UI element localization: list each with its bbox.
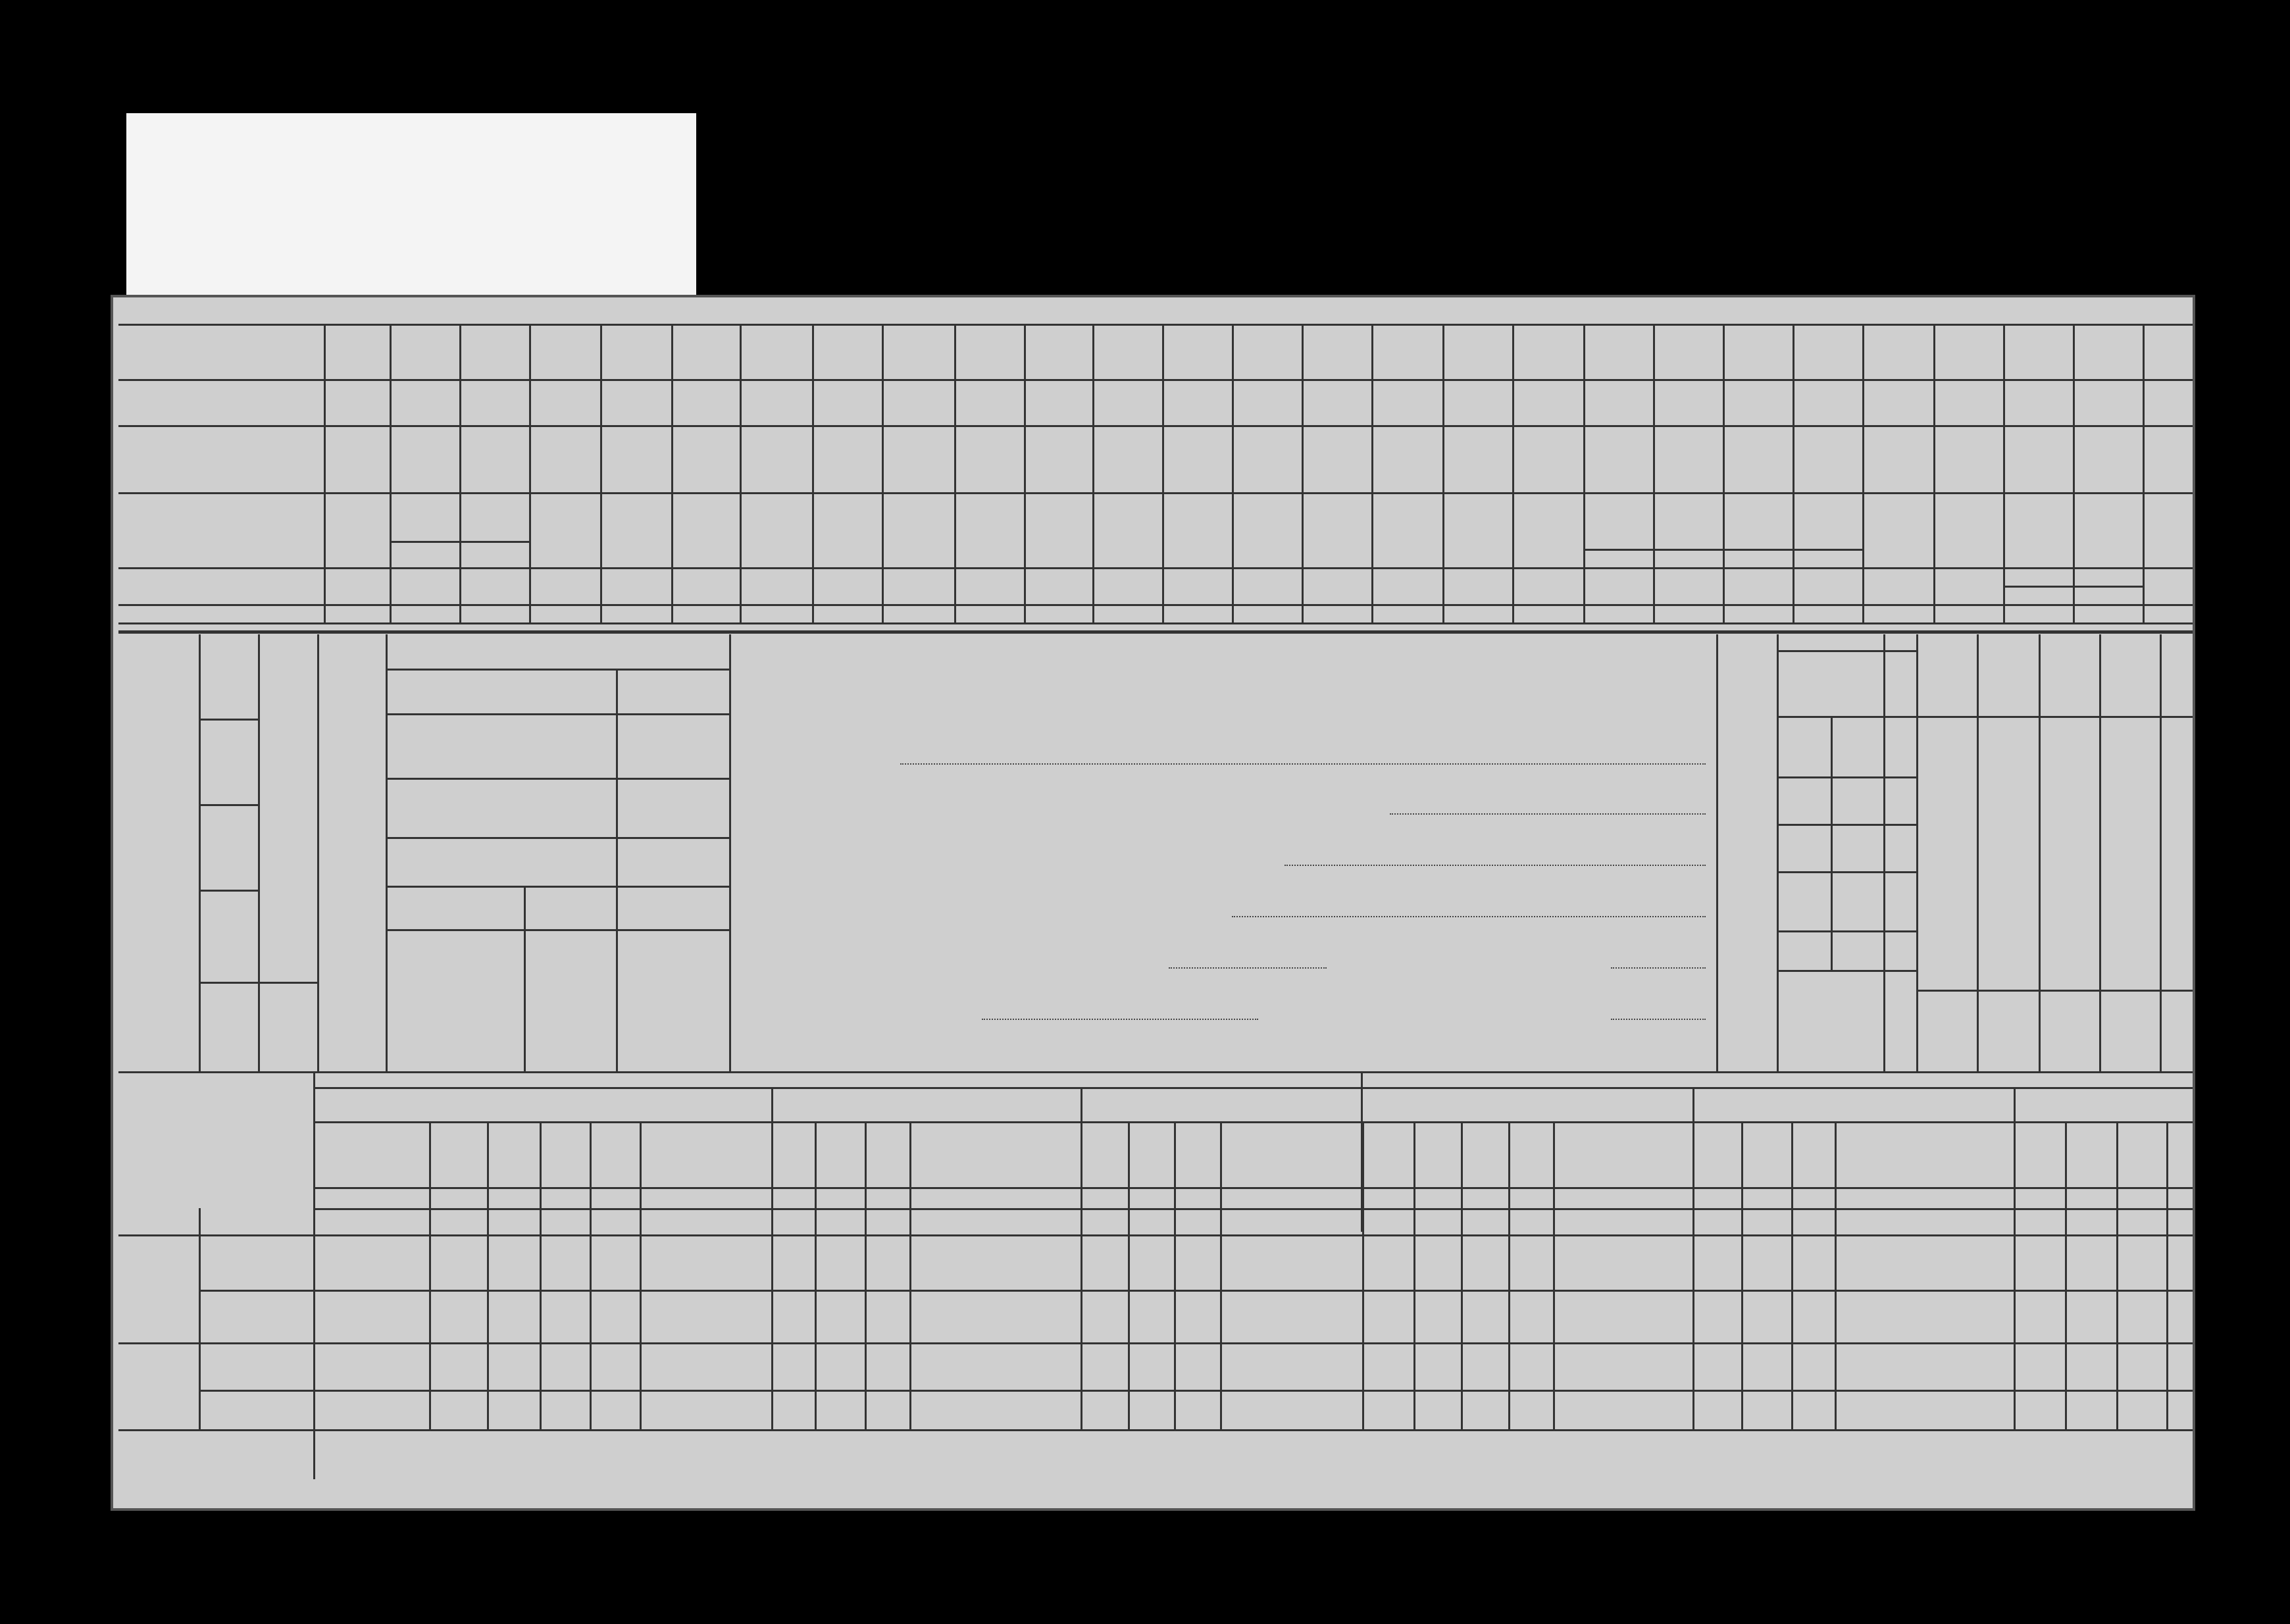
h-rule [118, 1429, 2193, 1431]
h-rule [1916, 716, 2193, 718]
b-col-13 [1220, 1121, 1222, 1429]
ozim-rule [390, 541, 529, 543]
col-rule-5 [671, 324, 673, 622]
h-rule [313, 1208, 2195, 1210]
col-rule-9 [954, 324, 956, 622]
col-rule-14 [1302, 324, 1304, 622]
b-col-7 [815, 1121, 817, 1429]
perelog-rule [2003, 586, 2143, 588]
b-col-4 [590, 1121, 592, 1429]
b-col-12 [1174, 1121, 1176, 1429]
census-card [111, 295, 2195, 1511]
b-col-6 [771, 1121, 773, 1429]
b-col-11 [1128, 1121, 1130, 1429]
col-rule-19 [1653, 324, 1655, 622]
q5b-answer-line [1611, 967, 1706, 969]
b-col-21 [1791, 1121, 1793, 1429]
h-rule [199, 1390, 2193, 1392]
col-rule-4 [600, 324, 602, 622]
col-rule-23 [1933, 324, 1935, 622]
v-rule [1777, 634, 1779, 1071]
q1-answer-line [900, 763, 1706, 765]
h-rule [1777, 824, 1916, 826]
v-rule [199, 634, 201, 1071]
col-rule-24 [2003, 324, 2005, 622]
b-col-22 [1835, 1121, 1837, 1429]
h-rule [1777, 716, 1916, 718]
h-rule [118, 622, 2193, 624]
h-rule [386, 886, 729, 888]
col-rule-13 [1232, 324, 1234, 622]
h-rule [118, 567, 2193, 569]
q2-answer-line [1390, 813, 1706, 815]
col-rule-21 [1793, 324, 1794, 622]
v-rule [616, 886, 618, 1071]
b-col-14 [1362, 1121, 1364, 1429]
b-col-15 [1413, 1121, 1415, 1429]
h-rule [118, 379, 2193, 381]
col-rule-16 [1442, 324, 1444, 622]
top-rule [118, 324, 2193, 326]
b-col-2 [487, 1121, 489, 1429]
h-rule [313, 1187, 2195, 1189]
col-rule-8 [882, 324, 884, 622]
b-col-1 [429, 1121, 431, 1429]
b-col-5 [640, 1121, 642, 1429]
h-rule [1777, 650, 1916, 652]
v-rule [1883, 634, 1885, 1071]
q5a-answer-line [1169, 967, 1327, 969]
col-rule-11 [1092, 324, 1094, 622]
b-col-8 [865, 1121, 867, 1429]
col-rule-2 [459, 324, 461, 622]
workers-divider [386, 634, 388, 1071]
h-rule [199, 804, 258, 806]
v-rule [258, 634, 260, 1071]
form-left-rule [729, 634, 731, 1071]
b-col-19 [1692, 1121, 1694, 1429]
h-rule [386, 929, 729, 931]
col-rule-3 [529, 324, 531, 622]
v-rule [2039, 634, 2041, 1071]
h-rule [1777, 776, 1916, 778]
v-rule [317, 634, 319, 1071]
h-rule [386, 713, 729, 715]
h-rule [386, 837, 729, 839]
b-col-16 [1461, 1121, 1463, 1429]
middle-bottom-rule [118, 1071, 2193, 1073]
v-rule [524, 886, 526, 1071]
h-rule [118, 604, 2193, 606]
b-col-26 [2166, 1121, 2168, 1429]
b-col-17 [1508, 1121, 1510, 1429]
v-rule [1977, 634, 1979, 1071]
q6a-answer-line [982, 1019, 1258, 1020]
form-right-rule [1716, 634, 1718, 1071]
q6b-answer-line [1611, 1019, 1706, 1020]
v-rule [1916, 634, 1918, 1071]
group-rule [1081, 1087, 1082, 1121]
col-rule-22 [1862, 324, 1864, 622]
bleed-through-label [126, 113, 696, 304]
col-rule-6 [740, 324, 742, 622]
h-rule [199, 719, 258, 721]
mnogolet-rule [1583, 549, 1862, 551]
h-rule [199, 890, 258, 892]
b-col-3 [540, 1121, 542, 1429]
h-rule [1777, 970, 1916, 972]
v-rule [313, 1071, 315, 1479]
arenda-sdacha-rule [313, 1087, 2195, 1089]
b-col-24 [2065, 1121, 2067, 1429]
col-rule-0 [324, 324, 326, 622]
h-rule [118, 492, 2193, 494]
col-rule-18 [1583, 324, 1585, 622]
col-rule-17 [1512, 324, 1514, 622]
group-rule [1692, 1087, 1694, 1121]
col-rule-1 [390, 324, 392, 622]
b-col-18 [1553, 1121, 1555, 1429]
col-rule-20 [1723, 324, 1725, 622]
h-rule [386, 778, 729, 780]
col-rule-10 [1024, 324, 1026, 622]
v-rule [2160, 634, 2162, 1071]
col-rule-12 [1162, 324, 1164, 622]
col-rule-26 [2143, 324, 2145, 622]
b-col-25 [2116, 1121, 2118, 1429]
h-rule [199, 1290, 2193, 1292]
col-rule-25 [2073, 324, 2075, 622]
group-rule [2014, 1087, 2016, 1121]
v-rule [1831, 716, 1833, 970]
h-rule [1777, 930, 1916, 932]
h-rule [118, 632, 2193, 634]
b-col-23 [2014, 1121, 2016, 1429]
q3-answer-line [1285, 865, 1706, 866]
v-rule [199, 1208, 201, 1429]
h-rule [118, 425, 2193, 427]
h-rule [313, 1121, 2195, 1123]
b-col-20 [1741, 1121, 1743, 1429]
h-rule [1916, 990, 2193, 992]
v-rule [2099, 634, 2101, 1071]
h-rule [199, 982, 317, 984]
h-rule [1777, 871, 1916, 873]
h-rule [386, 669, 729, 671]
b-col-9 [909, 1121, 911, 1429]
v-rule [2193, 634, 2195, 1071]
group-rule [771, 1087, 773, 1121]
col-rule-15 [1371, 324, 1373, 622]
col-rule-7 [812, 324, 814, 622]
b-col-10 [1081, 1121, 1082, 1429]
v-rule [616, 669, 618, 886]
q4-answer-line [1232, 916, 1706, 917]
